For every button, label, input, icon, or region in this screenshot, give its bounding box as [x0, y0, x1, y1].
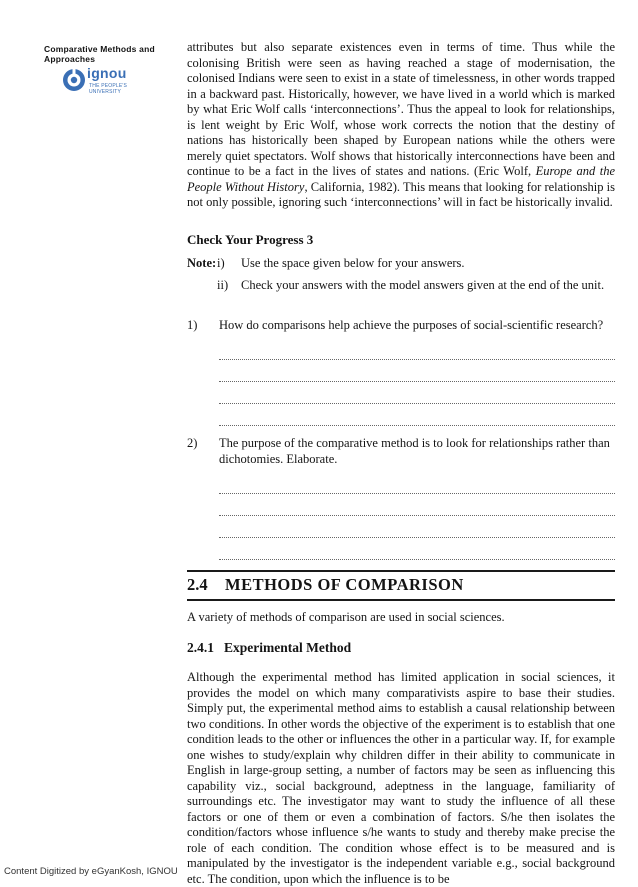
intro-block [187, 40, 615, 211]
book-title: Europe and the People Without History [187, 164, 615, 194]
section-title: METHODS OF COMPARISON [225, 575, 464, 594]
intro-paragraph [187, 40, 615, 211]
question-text: The purpose of the comparative method is to look for relationships rather than dichotomies. Elaborate. [219, 436, 610, 466]
note-label: Note: [187, 256, 217, 270]
footer-credit: Content Digitized by eGyanKosh, IGNOU [4, 866, 178, 877]
subsection-number: 2.4.1 [187, 640, 214, 655]
logo-name: ignou [87, 65, 127, 81]
section-intro: A variety of methods of comparison are used in social sciences. [187, 610, 505, 624]
check-progress-title: Check Your Progress 3 [187, 232, 314, 247]
logo-tagline-1: THE PEOPLE'S [89, 83, 128, 89]
note-item-text: Check your answers with the model answers given at the end of the unit. [241, 278, 605, 292]
logo-tagline-2: UNIVERSITY [89, 89, 122, 95]
question-number: 1) [187, 318, 198, 332]
answer-line[interactable] [219, 402, 615, 404]
answer-line[interactable] [219, 514, 615, 516]
section-heading [187, 570, 615, 601]
ignou-logo [62, 65, 142, 102]
subsection-heading [187, 640, 351, 656]
subsection-title: Experimental Method [224, 640, 352, 655]
intro-text-2: , California, 1982). This means that looking for relationship is not only possible, ignoring such ‘interconnections’ will in fact be historically invalid. [187, 179, 615, 209]
answer-line[interactable] [219, 380, 615, 382]
running-head: Comparative Methods and Approaches [44, 44, 155, 64]
experimental-method-block [187, 670, 615, 887]
question-text: How do comparisons help achieve the purposes of social-scientific research? [219, 318, 604, 332]
section-number: 2.4 [187, 575, 208, 594]
note-item-number: i) [217, 256, 225, 270]
note-item-text: Use the space given below for your answers. [241, 256, 465, 270]
intro-text-1: attributes but also separate existences even in terms of time. Thus while the colonising British were seen as having reached a stage of modernisation, the colonised Indians were seen to exist in a state of timelessness, in other words trapped in a backward past. Historically, however, we have lived in a world which is marked by what Eric Wolf calls ‘interconnections’. Thus the appeal to look for relationships, is lent weight by Eric Wolf, whose work corrects the notion that the destiny of nations has historically been shaped by European nations while the others were merely quiet spectators. Wolf shows that historically interconnections have been and continue to be a fact in the lives of states and nations. (Eric Wolf, [187, 40, 615, 178]
ignou-emblem-icon [62, 68, 86, 92]
answer-line[interactable] [219, 536, 615, 538]
answer-line[interactable] [219, 492, 615, 494]
question-number: 2) [187, 436, 198, 450]
answer-line[interactable] [219, 558, 615, 560]
answer-line[interactable] [219, 358, 615, 360]
note-item-number: ii) [217, 278, 229, 292]
experimental-method-paragraph: Although the experimental method has limited application in social sciences, it provides the model on which many comparativists aspire to base their studies. Simply put, the experimental method aims to establish a causal relationship between two conditions. In other words the objective of the experiment is to establish that one condition leads to the other or influences the other in a particular way. If, for example one wishes to study/explain why children differ in their ability to communicate in English in large-group setting, a number of factors may be seen as influencing this capability viz., social background, adeptness in the language, familiarity of surroundings etc. The investigator may want to study the influence of all these factors or one of them or even a combination of factors. S/he then isolates the condition/factors whose influence s/he wants to study and thereby make precise the role of each condition. The condition whose effect is to be measured and is manipulated by the investigator is the independent variable e.g., social background etc. The condition, upon which the influence is to be [187, 670, 615, 886]
answer-line[interactable] [219, 424, 615, 426]
